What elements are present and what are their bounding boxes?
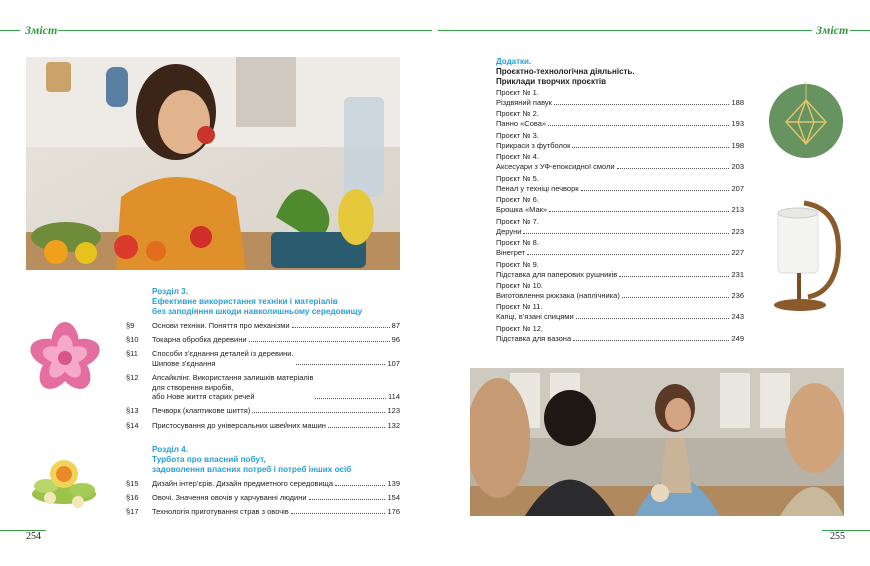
project-entry[interactable] [496,302,744,322]
leader-dots [523,233,729,234]
project-page: 198 [731,140,744,150]
project-number: Проєкт № 9. [496,260,539,269]
project-number: Проєкт № 7. [496,217,539,226]
project-name: Різдвяний павук [496,97,552,107]
leader-dots [315,398,386,399]
toc-row[interactable] [126,479,400,489]
leader-dots [581,190,730,191]
toc-entry-text: Овочі. Значення овочів у харчуванні людини [152,493,307,502]
project-number: Проєкт № 1. [496,88,539,97]
project-number: Проєкт № 11. [496,302,543,311]
project-page: 188 [731,97,744,107]
project-number: Проєкт № 6. [496,195,539,204]
toc-row[interactable] [126,335,400,345]
project-page: 243 [731,311,744,321]
project-number: Проєкт № 12. [496,324,543,333]
project-entry[interactable] [496,260,744,280]
project-name: Аксесуари з УФ-епоксидної смоли [496,161,615,171]
project-page: 213 [731,204,744,214]
project-entry[interactable] [496,324,744,344]
page-number-right: 255 [830,531,845,542]
toc-row[interactable] [126,493,400,503]
toc-page-number: 154 [387,493,400,502]
leader-dots [549,211,729,212]
section-3-title: Розділ 3. Ефективне використання техніки і матеріалів без заподіяння шкоди навколишньому середовищу [152,287,363,316]
leader-dots [252,412,385,413]
toc-paragraph-number: §15 [126,479,139,488]
project-name: Вінегрет [496,247,526,257]
project-entry[interactable] [496,238,744,258]
project-number: Проєкт № 10. [496,281,543,290]
header-title-left: Зміст [25,23,58,37]
toc-page-number: 123 [387,406,400,415]
toc-paragraph-number: §14 [126,421,139,430]
toc-page-number: 132 [387,421,400,430]
knitting-friends-photo [470,368,844,516]
leader-dots [328,427,386,428]
appendix-title: Додатки. [496,57,532,66]
leader-dots [527,254,729,255]
leader-dots [573,340,729,341]
toc-page-number: 107 [387,358,400,368]
project-page: 207 [731,183,744,193]
project-page: 236 [731,290,744,300]
toc-entry-text: Апсайклінг. Використання залишків матеріалів для створення виробів, або Нове життя старих речей [152,373,314,401]
toc-row[interactable] [126,321,400,331]
project-entry[interactable] [496,174,744,194]
toc-row[interactable] [126,406,400,416]
toc-entry-text: Печворк (клаптикове шиття) [152,406,251,415]
project-name: Панно «Сова» [496,118,547,128]
leader-dots [572,147,729,148]
project-entry[interactable] [496,109,744,129]
leader-dots [292,327,390,328]
toc-entry-text: Способи з’єднання деталей із деревини. Шипове з’єднання [152,349,294,368]
project-number: Проєкт № 5. [496,174,539,183]
header-title-right: Зміст [816,23,849,37]
paper-towel-holder-image [764,197,844,315]
leader-dots [296,364,386,365]
project-number: Проєкт № 4. [496,152,539,161]
toc-page-number: 176 [387,507,400,516]
toc-paragraph-number: §12 [126,373,139,382]
project-name: Капці, в’язані спицями [496,311,574,321]
toc-paragraph-number: §9 [126,321,135,330]
toc-entry-text: Дизайн інтер’єрів. Дизайн предметного середовища [152,479,333,488]
toc-paragraph-number: §11 [126,349,138,358]
project-name: Деруни [496,226,522,236]
header-line-right-short [850,30,870,31]
toc-page-number: 87 [391,321,400,330]
toc-page-number: 139 [387,479,400,488]
toc-paragraph-number: §16 [126,493,139,502]
leader-dots [619,276,729,277]
page-number-left: 254 [26,531,41,542]
project-page: 231 [731,269,744,279]
project-name: Пенал у техніці печворк [496,183,579,193]
header-line-right [438,30,812,31]
project-page: 227 [731,247,744,257]
toc-page-number: 96 [391,335,400,344]
project-number: Проєкт № 8. [496,238,539,247]
project-entry[interactable] [496,281,744,301]
leader-dots [548,125,729,126]
project-page: 193 [731,118,744,128]
leader-dots [576,318,730,319]
project-entry[interactable] [496,131,744,151]
toc-entry-text: Технологія приготування страв з овочів [152,507,289,516]
project-number: Проєкт № 3. [496,131,539,140]
project-name: Виготовлення рюкзака (наплічника) [496,290,620,300]
toc-paragraph-number: §10 [126,335,139,344]
project-entry[interactable] [496,88,744,108]
project-entry[interactable] [496,195,744,215]
leader-dots [554,104,730,105]
project-name: Підставка для вазона [496,333,572,343]
toc-entry-text: Основи техніки. Поняття про механізми [152,321,290,330]
toc-entry-text: Токарна обробка деревини [152,335,247,344]
kitchen-photo [26,57,400,270]
project-entry[interactable] [496,152,744,172]
toc-row[interactable] [126,349,400,368]
project-page: 249 [731,333,744,343]
toc-row[interactable] [126,421,400,431]
toc-page-number: 114 [388,392,400,401]
leader-dots [622,297,730,298]
toc-paragraph-number: §17 [126,507,139,516]
carved-vegetable-flower-image [24,446,104,516]
project-number: Проєкт № 2. [496,109,539,118]
project-entry[interactable] [496,217,744,237]
project-name: Брошка «Мак» [496,204,548,214]
leader-dots [617,168,730,169]
leader-dots [309,499,386,500]
project-page: 203 [731,161,744,171]
project-name: Підставка для паперових рушників [496,269,618,279]
header-line-left-short [0,30,20,31]
toc-paragraph-number: §13 [126,406,139,415]
leader-dots [291,513,386,514]
section-4-title: Розділ 4. Турбота про власний побут, задоволення власних потреб і потреб інших осіб [152,445,352,474]
leader-dots [335,485,385,486]
toc-row[interactable] [126,507,400,517]
project-page: 223 [731,226,744,236]
leader-dots [249,341,390,342]
project-name: Прикраси з футболок [496,140,571,150]
header-line-left [58,30,432,31]
toc-entry-text: Пристосування до універсальних швейних машин [152,421,326,430]
geometric-ornament-image [768,82,844,160]
appendix-subtitle: Проєктно-технологічна діяльність. Приклади творчих проєктів [496,67,635,86]
toc-row[interactable] [126,373,400,402]
pink-flower-coaster-image [26,322,104,394]
